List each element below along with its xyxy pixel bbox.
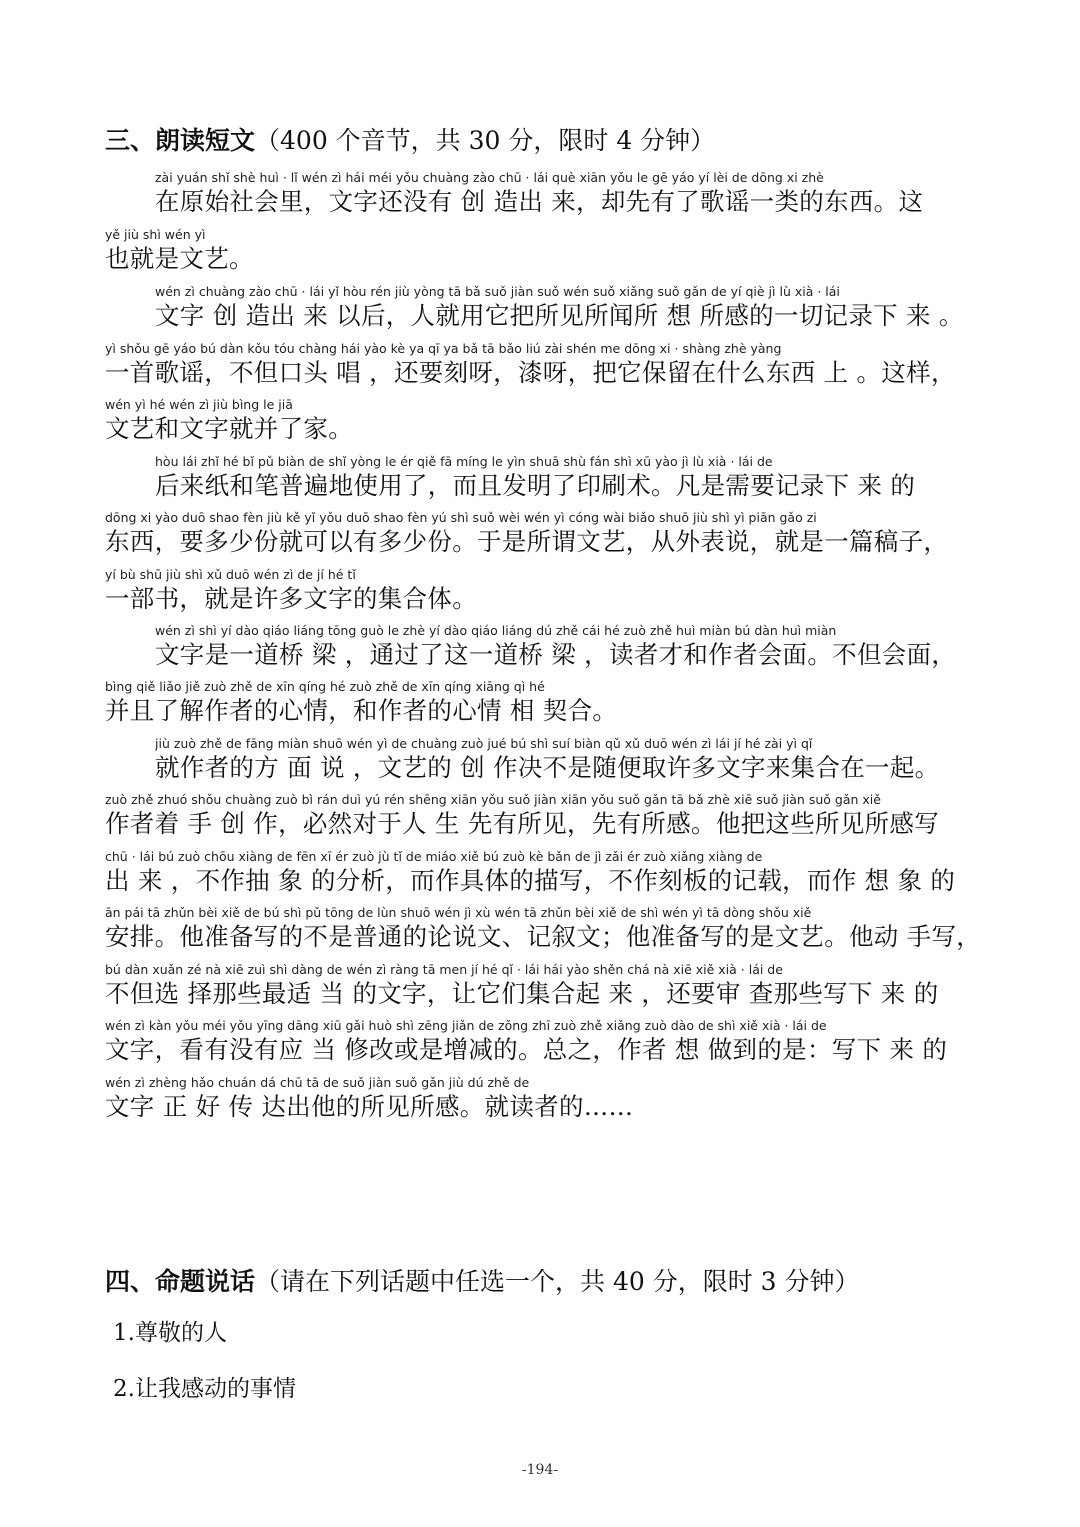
pinyin-annotation: yì shǒu gē yáo bú dàn kǒu tóu chàng hái yào kè ya qī ya bǎ tā bǎo liú zài shén me dōng xi · shàng zhè yàng: [105, 341, 782, 356]
pinyin-annotation: jiù zuò zhě de fāng miàn shuō wén yì de chuàng zuò jué bú shì suí biàn qǔ xǔ duō wén zì lái jí hé zài yì qǐ: [155, 736, 813, 751]
passage-text: 安排。他准备写的不是普通的论说文、记叙文；他准备写的是文艺。他动 手写，: [105, 922, 982, 951]
pinyin-annotation: yě jiù shì wén yì: [105, 227, 206, 242]
pinyin-annotation: chū · lái bú zuò chōu xiàng de fēn xī ér zuò jù tǐ de miáo xiě bú zuò kè bǎn de jì zǎi ér zuò xiǎng xiàng de: [105, 849, 763, 864]
page-number: -194-: [521, 1462, 559, 1478]
pinyin-annotation: wén zì zhèng hǎo chuán dá chū tā de suǒ jiàn suǒ gǎn jiù dú zhě de: [105, 1075, 530, 1090]
passage-text: 不但选 择那些最适 当 的文字，让它们集合起 来 ，还要审 查那些写下 来 的: [105, 979, 939, 1008]
pinyin-annotation: zuò zhě zhuó shǒu chuàng zuò bì rán duì yú rén shēng xiān yǒu suǒ jiàn xiān yǒu suǒ gǎn tā bǎ zhè xiē suǒ jiàn suǒ gǎn xiě: [105, 792, 881, 807]
passage-text: 并且了解作者的心情，和作者的心情 相 契合。: [105, 696, 618, 725]
passage-text: 文字 创 造出 来 以后，人就用它把所见所闻所 想 所感的一切记录下 来 。: [155, 301, 964, 330]
passage-text: 后来纸和笔普遍地使用了，而且发明了印刷术。凡是需要记录下 来 的: [155, 471, 916, 500]
section-3-title: 三、朗读短文: [105, 126, 256, 155]
pinyin-annotation: yí bù shū jiù shì xǔ duō wén zì de jí hé tǐ: [105, 567, 356, 582]
section-4-title: 四、命题说话: [105, 1267, 256, 1296]
passage-text: 东西，要多少份就可以有多少份。于是所谓文艺，从外表说，就是一篇稿子，: [105, 527, 949, 556]
passage-text: 文字 正 好 传 达出他的所见所感。就读者的……: [105, 1092, 634, 1121]
pinyin-annotation: wén zì chuàng zào chū · lái yǐ hòu rén jiù yòng tā bǎ suǒ jiàn suǒ wén suǒ xiǎng suǒ gǎn de yí qiè jì lù xià · lái: [155, 284, 840, 299]
passage-text: 一部书，就是许多文字的集合体。: [105, 584, 477, 613]
pinyin-annotation: wén zì kàn yǒu méi yǒu yīng dāng xiū gǎi huò shì zēng jiǎn de zǒng zhī zuò zhě xiǎng zuò dào de shì xiě xià · lái de: [105, 1018, 827, 1033]
section-3-note: （400 个音节，共 30 分，限时 4 分钟）: [255, 126, 716, 155]
passage-text: 在原始社会里，文字还没有 创 造出 来，却先有了歌谣一类的东西。这: [155, 187, 924, 216]
section-4-note: （请在下列话题中任选一个，共 40 分，限时 3 分钟）: [255, 1267, 860, 1296]
passage-text: 也就是文艺。: [105, 244, 254, 273]
passage-text: 作者着 手 创 作，必然对于人 生 先有所见，先有所感。他把这些所见所感写: [105, 809, 940, 838]
passage-text: 文字是一道桥 梁 ，通过了这一道桥 梁 ，读者才和作者会面。不但会面，: [155, 640, 957, 669]
pinyin-annotation: hòu lái zhǐ hé bǐ pǔ biàn de shǐ yòng le ér qiě fā míng le yìn shuā shù fán shì xū yào jì lù xià · lái de: [155, 454, 773, 469]
passage-text: 一首歌谣，不但口头 唱 ，还要刻呀，漆呀，把它保留在什么东西 上 。这样，: [105, 358, 956, 387]
section-4-heading: [105, 1262, 860, 1298]
passage-text: 出 来 ，不作抽 象 的分析，而作具体的描写，不作刻板的记载，而作 想 象 的: [105, 866, 956, 895]
topic-item: 1.尊敬的人: [113, 1320, 227, 1346]
topic-item: 2.让我感动的事情: [113, 1376, 296, 1402]
pinyin-annotation: wén zì shì yí dào qiáo liáng tōng guò le zhè yí dào qiáo liáng dú zhě cái hé zuò zhě huì miàn bú dàn huì miàn: [155, 623, 837, 638]
pinyin-annotation: bìng qiě liǎo jiě zuò zhě de xīn qíng hé zuò zhě de xīn qíng xiāng qì hé: [105, 679, 545, 694]
pinyin-annotation: bú dàn xuǎn zé nà xiē zuì shì dàng de wén zì ràng tā men jí hé qǐ · lái hái yào shěn chá nà xiē xiě xià · lái de: [105, 962, 783, 977]
passage-text: 文字，看有没有应 当 修改或是增减的。总之，作者 想 做到的是：写下 来 的: [105, 1035, 948, 1064]
pinyin-annotation: ān pái tā zhǔn bèi xiě de bú shì pǔ tōng de lùn shuō wén jì xù wén tā zhǔn bèi xiě de shì wén yì tā dòng shǒu xiě: [105, 905, 812, 920]
passage-text: 就作者的方 面 说 ，文艺的 创 作决不是随便取许多文字来集合在一起。: [155, 753, 940, 782]
pinyin-annotation: zài yuán shǐ shè huì · lǐ wén zì hái méi yǒu chuàng zào chū · lái què xiān yǒu le gē yáo yí lèi de dōng xi zhè: [155, 170, 824, 185]
passage-text: 文艺和文字就并了家。: [105, 414, 353, 443]
section-3-heading: [105, 121, 715, 157]
pinyin-annotation: wén yì hé wén zì jiù bìng le jiā: [105, 397, 293, 412]
pinyin-annotation: dōng xi yào duō shao fèn jiù kě yǐ yǒu duō shao fèn yú shì suǒ wèi wén yì cóng wài biǎo shuō jiù shì yì piān gǎo zi: [105, 510, 817, 525]
